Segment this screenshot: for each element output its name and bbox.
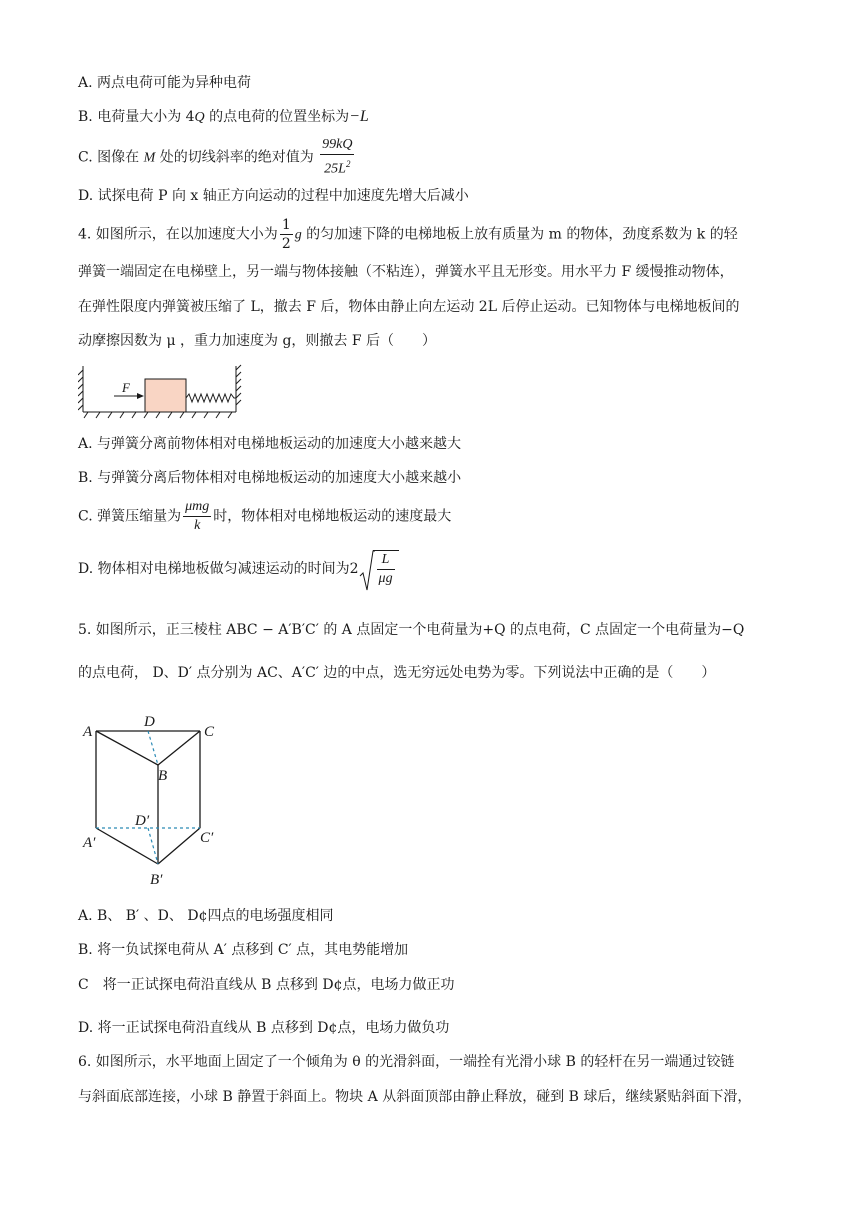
- q5-option-d: D. 将一正试探电荷沿直线从 B 点移到 D¢点，电场力做负功: [78, 1020, 450, 1036]
- q3-option-b-mid: 的点电荷的位置坐标为: [204, 109, 350, 125]
- q4-fraction-half: [280, 216, 293, 253]
- q5-edge-cb: [158, 731, 200, 765]
- q3-option-c: [78, 136, 356, 179]
- q3-option-d: D. 试探电荷 P 向 x 轴正方向运动的过程中加速度先增大后减小: [78, 188, 469, 204]
- q4-figure: [78, 364, 244, 420]
- q5-label-cp: C′: [200, 830, 214, 846]
- q4-option-c-suffix: 时，物体相对电梯地板运动的速度最大: [213, 508, 452, 525]
- q4-fraction-num: 1: [281, 217, 291, 233]
- q5-option-a: A. B、 B′ 、D、 D¢四点的电场强度相同: [78, 908, 334, 924]
- q3-option-c-m: M: [143, 150, 156, 166]
- q3-option-c-fraction: [320, 136, 354, 179]
- q4-option-d-prefix: D. 物体相对电梯地板做匀减速运动的时间为: [78, 561, 350, 577]
- q4-force-label: F: [122, 380, 130, 395]
- q3-option-b: [78, 107, 369, 128]
- q4-fraction-den: 2: [281, 236, 291, 252]
- q5-option-c: C 将一正试探电荷沿直线从 B 点移到 D¢点，电场力做正功: [78, 977, 455, 993]
- q4-line-1: [78, 216, 738, 253]
- q3-option-c-den-base: 25L: [324, 161, 346, 177]
- q4-block: [145, 379, 186, 412]
- q4-option-c-fraction: [183, 498, 211, 535]
- q3-option-c-mid: 处的切线斜率的绝对值为: [155, 149, 314, 166]
- q4-option-b: B. 与弹簧分离后物体相对电梯地板运动的加速度大小越来越小: [78, 470, 462, 486]
- q3-option-b-q: Q: [194, 110, 205, 125]
- q3-option-b-prefix: B. 电荷量大小为 4: [78, 109, 195, 125]
- q4-option-d-num: L: [377, 551, 395, 570]
- q5-label-dp: D′: [135, 813, 150, 829]
- q4-line-1-prefix: 4. 如图所示，在以加速度大小为: [78, 226, 278, 243]
- q4-line-2: 弹簧一端固定在电梯壁上，另一端与物体接触（不粘连），弹簧水平且无形变。用水平力 F 缓慢推动物体，: [78, 264, 734, 280]
- q5-edge-ab: [96, 731, 158, 765]
- q4-option-c: [78, 498, 451, 535]
- q4-option-d-sqrt: [359, 550, 399, 588]
- q5-label-c: C: [204, 724, 215, 740]
- q5-edge-apbp: [96, 828, 158, 864]
- q5-option-b: B. 将一负试探电荷从 A′ 点移到 C′ 点，其电势能增加: [78, 942, 409, 958]
- q4-line-3: 在弹性限度内弹簧被压缩了 L，撤去 F 后，物体由静止向左运动 2L 后停止运动。已知物体与电梯地板间的: [78, 299, 740, 315]
- q3-option-c-numerator: 99kQ: [320, 136, 354, 155]
- q4-option-c-den: k: [194, 518, 201, 533]
- q5-line-2: 的点电荷， D、D′ 点分别为 AC、A′C′ 边的中点，选无穷远处电势为零。下列说法中正确的是（ ）: [78, 665, 716, 681]
- q6-line-1: 6. 如图所示，水平地面上固定了一个倾角为 θ 的光滑斜面，一端拴有光滑小球 B 的轻杆在另一端通过铰链: [78, 1054, 735, 1070]
- q5-label-d: D: [144, 714, 155, 730]
- q3-option-c-denominator: [320, 155, 354, 179]
- q4-option-c-num: μmg: [183, 498, 211, 517]
- q3-option-b-value: −L: [349, 108, 369, 125]
- q4-option-d-den: μg: [378, 571, 393, 586]
- q5-edge-cpbp: [158, 828, 200, 864]
- q5-label-bp: B′: [150, 872, 163, 888]
- q3-option-c-prefix: C. 图像在: [78, 149, 144, 166]
- q4-option-d: [78, 550, 399, 588]
- q4-option-d-fraction: [377, 551, 395, 588]
- q4-line-1-suffix: 的匀加速下降的电梯地板上放有质量为 m 的物体，劲度系数为 k 的轻: [301, 226, 738, 243]
- q5-label-ap: A′: [83, 835, 96, 851]
- q4-option-a: A. 与弹簧分离前物体相对电梯地板运动的加速度大小越来越大: [78, 436, 462, 452]
- q5-label-b: B: [158, 768, 168, 784]
- q4-g: g: [294, 227, 302, 243]
- q4-line-4: 动摩擦因数为 μ ，重力加速度为 g，则撤去 F 后（ ）: [78, 333, 437, 349]
- q4-option-c-prefix: C. 弹簧压缩量为: [78, 508, 182, 525]
- q3-option-c-den-exp: 2: [345, 159, 351, 169]
- q3-option-a: A. 两点电荷可能为异种电荷: [78, 75, 252, 91]
- q5-label-a: A: [83, 724, 93, 740]
- q5-prism-figure: [78, 710, 228, 890]
- q4-option-d-coef: 2: [349, 561, 359, 577]
- q4-spring: [186, 394, 236, 402]
- q6-line-2: 与斜面底部连接，小球 B 静置于斜面上。物块 A 从斜面顶部由静止释放，碰到 B 球后，继续紧贴斜面下滑，: [78, 1089, 752, 1105]
- q5-line-1: 5. 如图所示，正三棱柱 ABC − A′B′C′ 的 A 点固定一个电荷量为+Q 的点电荷，C 点固定一个电荷量为−Q: [78, 622, 745, 638]
